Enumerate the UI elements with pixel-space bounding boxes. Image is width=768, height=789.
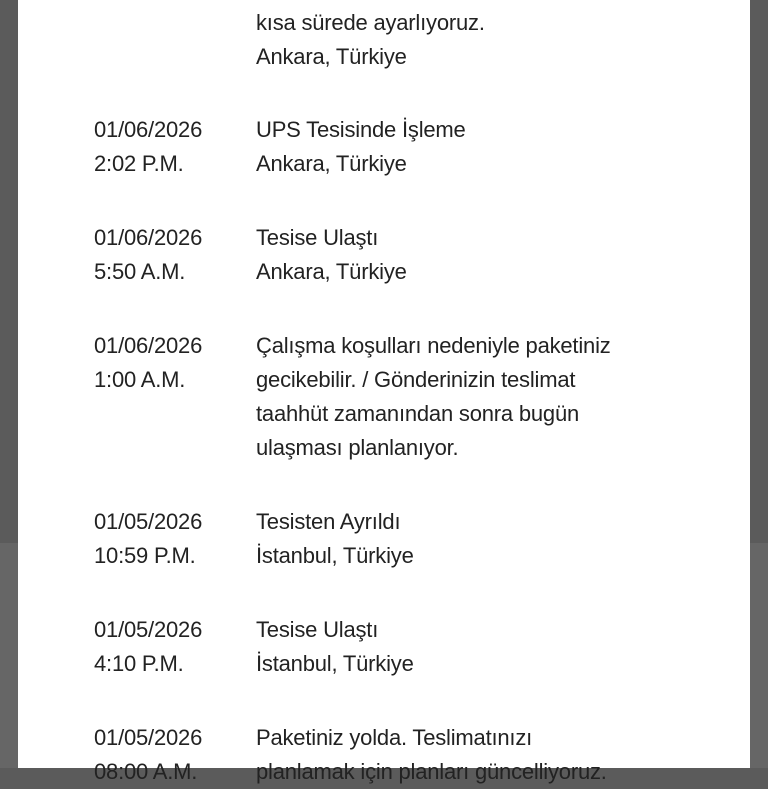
event-time: 1:00 A.M. (94, 367, 186, 392)
event-date: 01/06/2026 (94, 117, 203, 142)
event-row (94, 505, 696, 573)
event-row (94, 113, 696, 181)
event-date: 01/05/2026 (94, 509, 203, 534)
event-status: ulaşması planlanıyor. (256, 435, 459, 460)
event-location: Ankara, Türkiye (256, 44, 407, 69)
event-text: kısa sürede ayarlıyoruz. (256, 10, 485, 35)
event-time: 2:02 P.M. (94, 151, 184, 176)
event-status: Tesisten Ayrıldı (256, 509, 401, 534)
event-time: 10:59 P.M. (94, 543, 196, 568)
event-time: 5:50 A.M. (94, 259, 186, 284)
event-location: Ankara, Türkiye (256, 151, 407, 176)
event-date: 01/06/2026 (94, 333, 203, 358)
event-status: gecikebilir. / Gönderinizin teslimat (256, 367, 576, 392)
event-status: Tesise Ulaştı (256, 225, 379, 250)
event-row (94, 613, 696, 681)
event-row (94, 329, 696, 465)
event-status: Tesise Ulaştı (256, 617, 379, 642)
event-row (94, 721, 696, 789)
event-time: 4:10 P.M. (94, 651, 184, 676)
event-status: Paketiniz yolda. Teslimatınızı (256, 725, 533, 750)
event-row (94, 6, 696, 74)
event-date: 01/05/2026 (94, 617, 203, 642)
event-status: UPS Tesisinde İşleme (256, 117, 466, 142)
event-status: taahhüt zamanından sonra bugün (256, 401, 580, 426)
event-date: 01/06/2026 (94, 225, 203, 250)
tracking-history-sheet[interactable] (18, 0, 750, 784)
event-location: İstanbul, Türkiye (256, 651, 414, 676)
event-status: Çalışma koşulları nedeniyle paketiniz (256, 333, 611, 358)
event-status: planlamak için planları güncelliyoruz. (256, 759, 607, 784)
event-location: İstanbul, Türkiye (256, 543, 414, 568)
event-date: 01/05/2026 (94, 725, 203, 750)
event-location: Ankara, Türkiye (256, 259, 407, 284)
event-row (94, 221, 696, 289)
event-time: 08:00 A.M. (94, 759, 198, 784)
